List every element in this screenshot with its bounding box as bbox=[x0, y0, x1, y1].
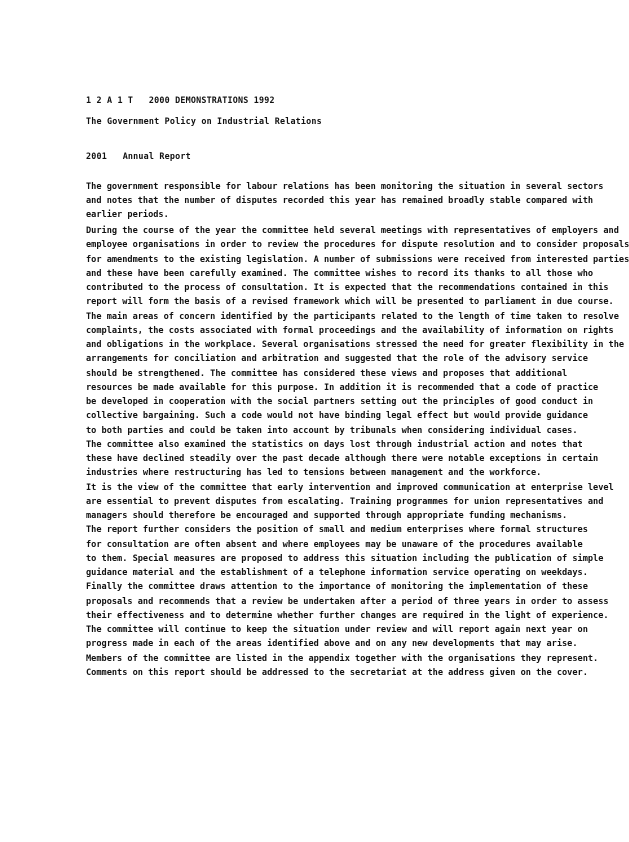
body-line: report will form the basis of a revised framework which will be presented to parliament in due course. bbox=[86, 297, 614, 308]
body-line: The main areas of concern identified by the participants related to the length of time taken to resolve bbox=[86, 311, 619, 322]
body-line: The committee also examined the statistics on days lost through industrial action and notes that bbox=[86, 439, 583, 450]
body-line: for amendments to the existing legislation. A number of submissions were received from interested parties bbox=[86, 254, 629, 265]
body-line: to them. Special measures are proposed to address this situation including the publication of simple bbox=[86, 553, 604, 564]
body-line: During the course of the year the committee held several meetings with representatives of employers and bbox=[86, 226, 619, 236]
body-line: industries where restructuring has led to tensions between management and the workforce. bbox=[86, 468, 542, 479]
body-line: to both parties and could be taken into account by tribunals when considering individual cases. bbox=[86, 425, 578, 436]
body-line: It is the view of the committee that early intervention and improved communication at enterprise level bbox=[86, 482, 614, 493]
body-line: managers should therefore be encouraged and supported through appropriate funding mechanisms. bbox=[86, 511, 568, 521]
header-line-2: The Government Policy on Industrial Relations bbox=[86, 116, 322, 126]
body-line: for consultation are often absent and where employees may be unaware of the procedures available bbox=[86, 539, 583, 550]
body-line: these have declined steadily over the past decade although there were notable exceptions in certain bbox=[86, 454, 599, 464]
body-line: should be strengthened. The committee has considered these views and proposes that additional bbox=[86, 368, 568, 379]
body-line: resources be made available for this purpose. In addition it is recommended that a code of practice bbox=[86, 382, 599, 393]
body-line: The report further considers the position of small and medium enterprises where formal structures bbox=[86, 525, 588, 536]
body-line: and these have been carefully examined. The committee wishes to record its thanks to all those who bbox=[86, 268, 594, 279]
body-line: and obligations in the workplace. Several organisations stressed the need for greater flexibility in the bbox=[86, 340, 625, 350]
body-line: are essential to prevent disputes from escalating. Training programmes for union representatives and bbox=[86, 496, 604, 507]
body-line: The committee will continue to keep the situation under review and will report again next year on bbox=[86, 625, 588, 635]
body-line: employee organisations in order to review the procedures for dispute resolution and to consider proposals bbox=[86, 240, 629, 251]
body-line: arrangements for conciliation and arbitration and suggested that the role of the advisory service bbox=[86, 354, 588, 365]
body-line: their effectiveness and to determine whether further changes are required in the light of experience. bbox=[86, 610, 609, 621]
body-line: progress made in each of the areas identified above and on any new developments that may arise. bbox=[86, 639, 578, 650]
body-line: collective bargaining. Such a code would not have binding legal effect but would provide guidance bbox=[86, 411, 588, 422]
intro-line: and notes that the number of disputes recorded this year has remained broadly stable compared with bbox=[86, 196, 594, 206]
body-line: be developed in cooperation with the social partners setting out the principles of good conduct in bbox=[86, 397, 594, 407]
body-line: Finally the committee draws attention to the importance of monitoring the implementation of these bbox=[86, 582, 588, 593]
body-line: Comments on this report should be addressed to the secretariat at the address given on the cover. bbox=[86, 667, 588, 678]
intro-line: earlier periods. bbox=[86, 210, 169, 220]
body-line: Members of the committee are listed in the appendix together with the organisations they represent. bbox=[86, 653, 599, 664]
intro-line: The government responsible for labour relations has been monitoring the situation in several sectors bbox=[86, 182, 604, 192]
header-line-1: 1 2 A 1 T 2000 DEMONSTRATIONS 1992 bbox=[86, 95, 275, 105]
body-line: complaints, the costs associated with formal proceedings and the availability of information on rights bbox=[86, 325, 614, 336]
body-line: guidance material and the establishment of a telephone information service operating on weekdays. bbox=[86, 568, 588, 578]
header-line-3: 2001 Annual Report bbox=[86, 151, 191, 161]
body-line: contributed to the process of consultation. It is expected that the recommendations contained in this bbox=[86, 283, 609, 293]
body-line: proposals and recommends that a review be undertaken after a period of three years in order to assess bbox=[86, 596, 609, 607]
